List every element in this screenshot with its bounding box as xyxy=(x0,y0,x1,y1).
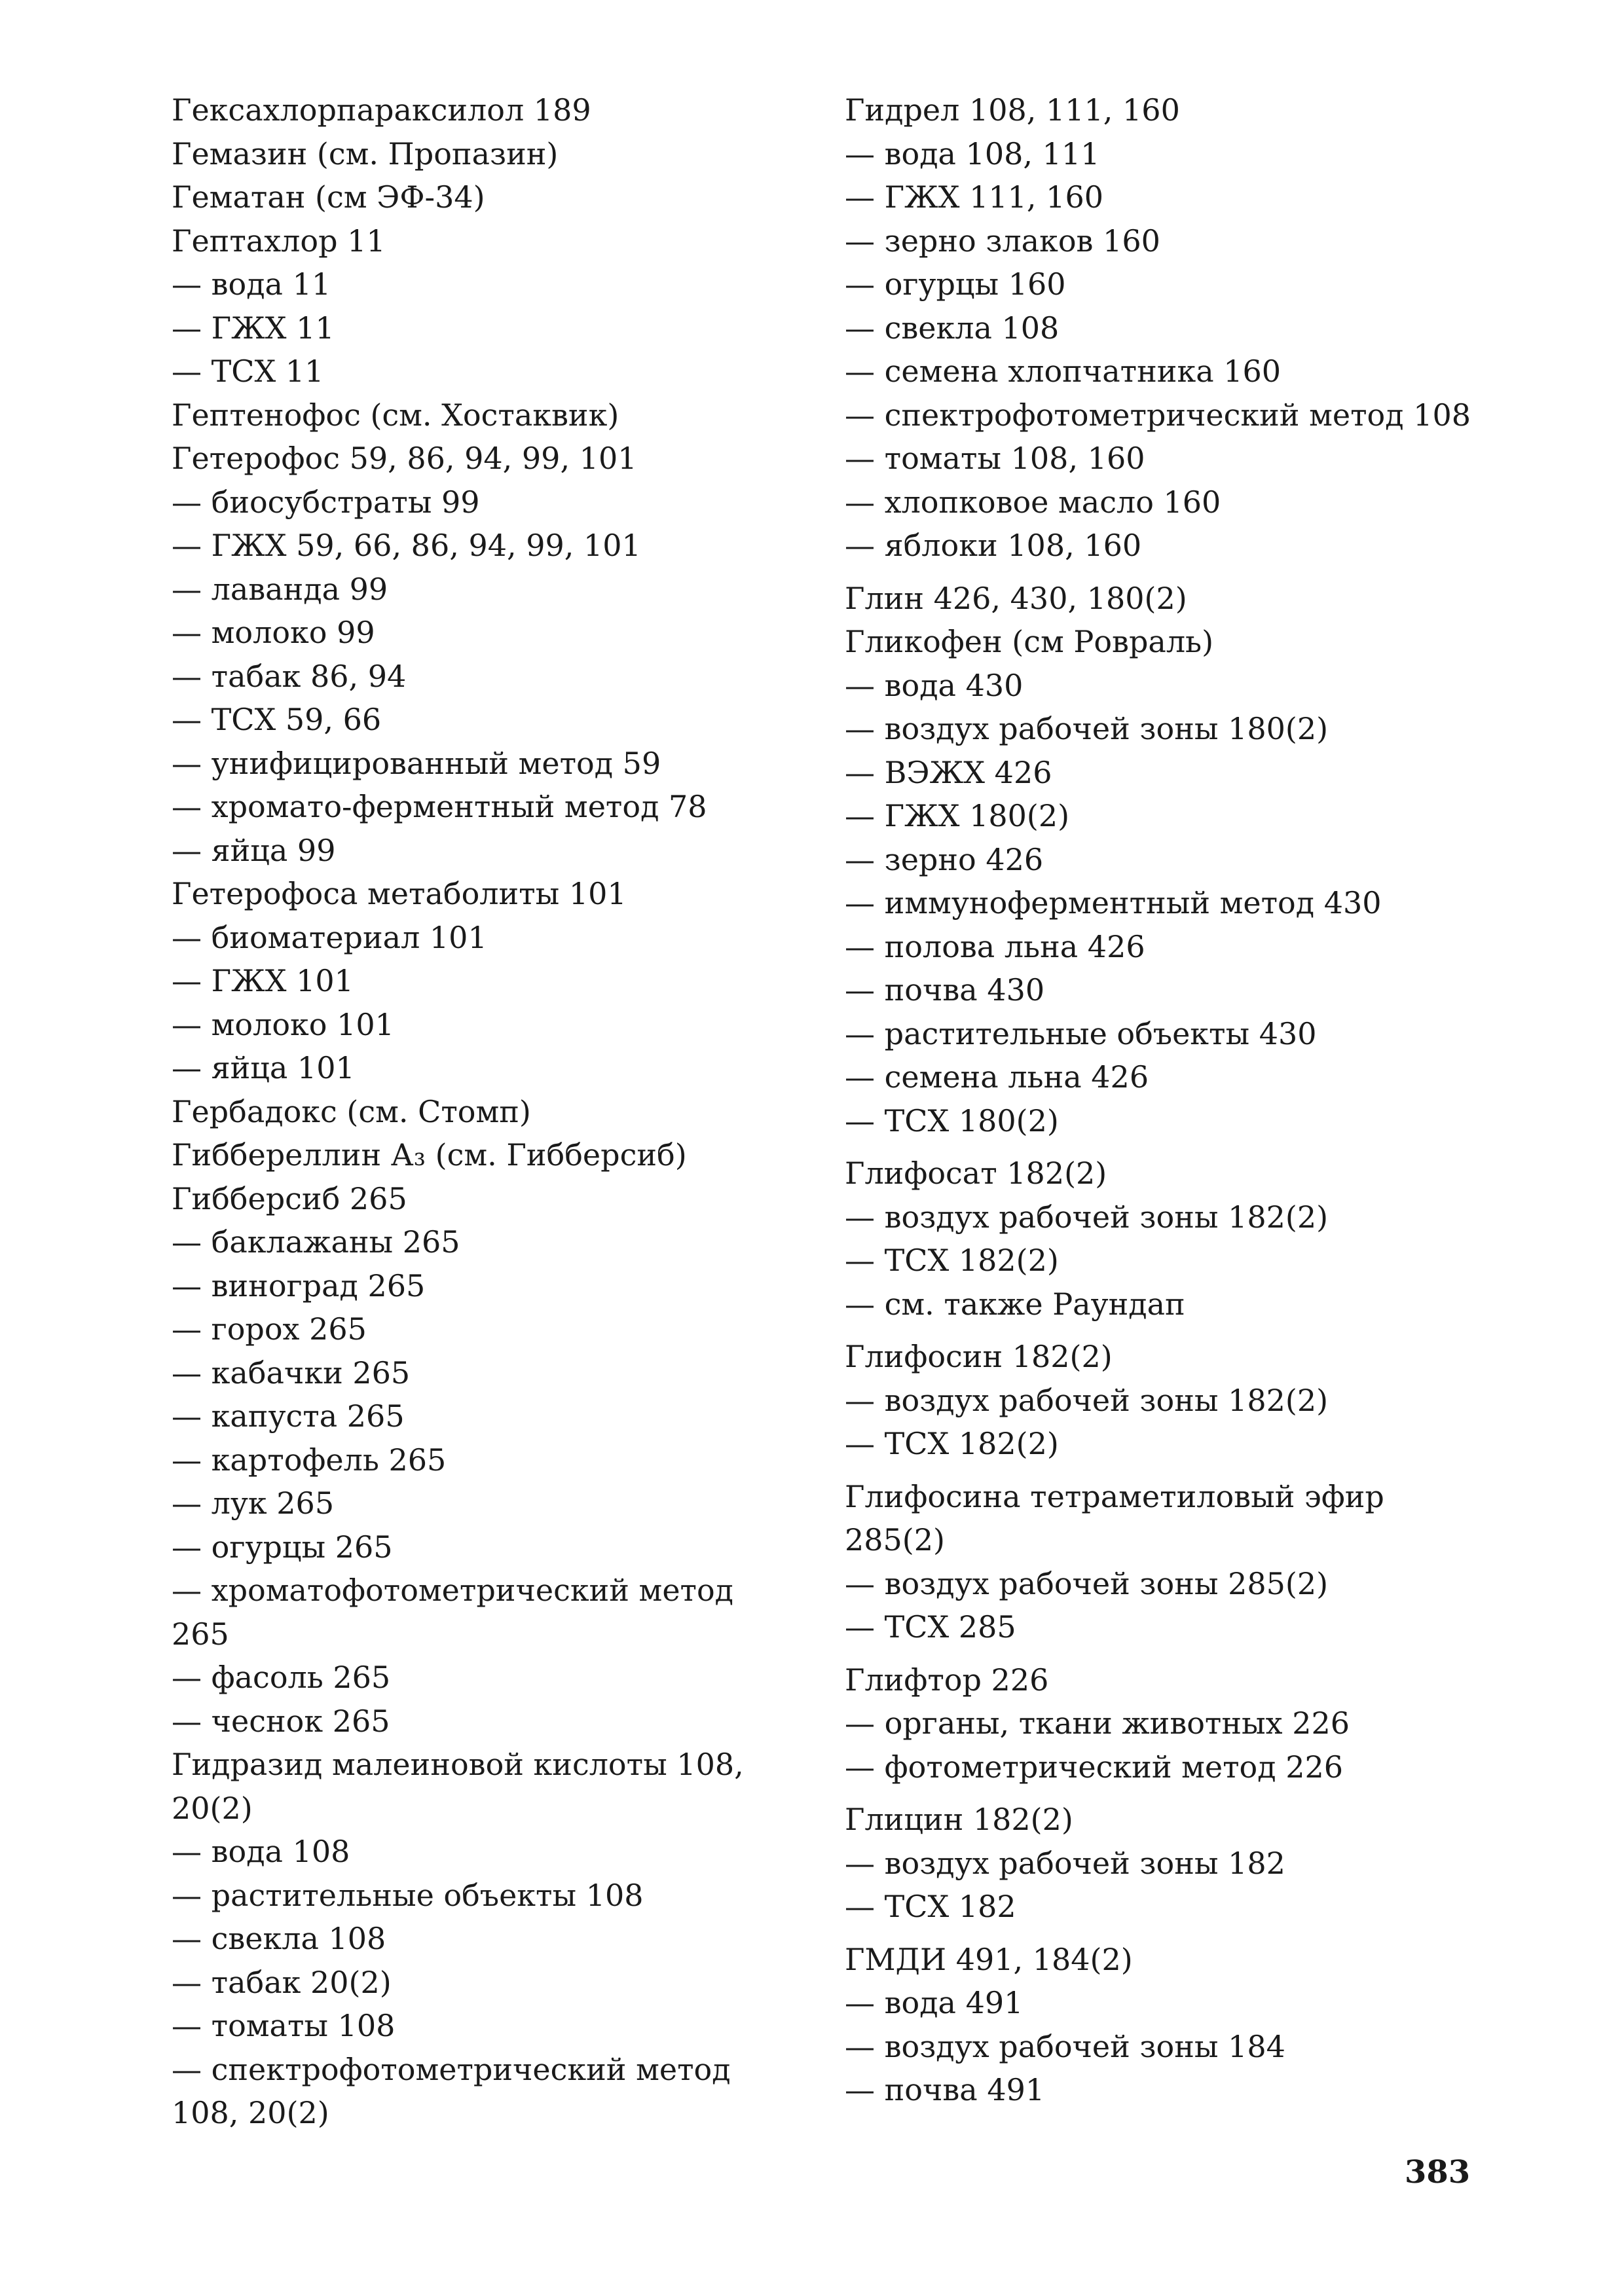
index-entry: Гептенофос (см. Хостаквик) xyxy=(172,397,619,433)
index-subentry: — унифицированный метод 59 xyxy=(172,745,661,781)
index-subentry: — почва 491 xyxy=(845,2072,1045,2107)
index-subentry: — биоматериал 101 xyxy=(172,919,487,955)
index-entry: Гетерофос 59, 86, 94, 99, 101 xyxy=(172,441,637,476)
index-subentry: — виноград 265 xyxy=(172,1267,426,1303)
index-subentry: — баклажаны 265 xyxy=(172,1224,460,1260)
index-subentry: — ТСХ 182 xyxy=(845,1889,1016,1924)
page-number: 383 xyxy=(1405,2154,1471,2191)
index-subentry: — ТСХ 285 xyxy=(845,1609,1016,1645)
index-subentry: — вода 108, 111 xyxy=(845,136,1100,172)
index-subentry: — воздух рабочей зоны 182(2) xyxy=(845,1199,1329,1235)
right-index-column xyxy=(845,88,1471,2112)
index-subentry: — растительные объекты 430 xyxy=(845,1015,1317,1051)
index-subentry: — семена хлопчатника 160 xyxy=(845,354,1282,389)
index-subentry: — томаты 108, 160 xyxy=(845,441,1145,476)
index-subentry: — табак 20(2) xyxy=(172,1964,392,2000)
index-subentry: — огурцы 160 xyxy=(845,266,1066,302)
index-subentry: — воздух рабочей зоны 182 xyxy=(845,1845,1285,1881)
index-subentry: — табак 86, 94 xyxy=(172,658,407,694)
index-subentry: — молоко 101 xyxy=(172,1006,394,1042)
index-subentry: — лук 265 xyxy=(172,1485,335,1521)
index-subentry: — яйца 101 xyxy=(172,1050,355,1085)
index-subentry: — молоко 99 xyxy=(172,615,375,650)
index-subentry: — вода 11 xyxy=(172,266,331,302)
index-subentry: — хлопковое масло 160 xyxy=(845,484,1221,520)
index-continuation: 285(2) xyxy=(845,1522,945,1558)
index-subentry: — воздух рабочей зоны 184 xyxy=(845,2028,1285,2064)
index-subentry: — зерно 426 xyxy=(845,841,1044,877)
index-subentry: — горох 265 xyxy=(172,1311,367,1347)
index-entry: Гидразид малеиновой кислоты 108, xyxy=(172,1747,744,1782)
index-subentry: — огурцы 265 xyxy=(172,1529,393,1565)
index-subentry: — спектрофотометрический метод xyxy=(172,2051,731,2087)
index-subentry: — ВЭЖХ 426 xyxy=(845,754,1052,790)
index-subentry: — яйца 99 xyxy=(172,832,336,868)
index-subentry: — воздух рабочей зоны 180(2) xyxy=(845,711,1329,746)
index-subentry: — биосубстраты 99 xyxy=(172,484,480,520)
index-subentry: — свекла 108 xyxy=(845,310,1060,346)
index-entry: Гептахлор 11 xyxy=(172,223,386,259)
index-entry: Глицин 182(2) xyxy=(845,1802,1073,1837)
index-entry: Гематан (см ЭФ-34) xyxy=(172,179,485,215)
index-subentry: — воздух рабочей зоны 182(2) xyxy=(845,1382,1329,1418)
index-entry: Глифтор 226 xyxy=(845,1662,1049,1698)
index-subentry: — ГЖХ 180(2) xyxy=(845,798,1070,833)
index-continuation: 265 xyxy=(172,1616,229,1652)
index-subentry: — ГЖХ 111, 160 xyxy=(845,179,1103,215)
index-subentry: — спектрофотометрический метод 108 xyxy=(845,397,1471,433)
index-subentry: — чеснок 265 xyxy=(172,1703,390,1739)
index-subentry: — ТСХ 180(2) xyxy=(845,1102,1059,1139)
index-subentry: — вода 108 xyxy=(172,1834,350,1869)
index-subentry: — фотометрический метод 226 xyxy=(845,1749,1343,1785)
index-entry: Гексахлорпараксилол 189 xyxy=(172,92,591,128)
index-subentry: — кабачки 265 xyxy=(172,1355,411,1391)
index-subentry: — хромато-ферментный метод 78 xyxy=(172,789,707,824)
index-subentry: — ГЖХ 59, 66, 86, 94, 99, 101 xyxy=(172,528,641,563)
index-subentry: — ГЖХ 11 xyxy=(172,310,335,346)
index-subentry: — почва 430 xyxy=(845,972,1045,1008)
index-entry: Глифосат 182(2) xyxy=(845,1156,1107,1191)
index-subentry: — картофель 265 xyxy=(172,1442,447,1478)
index-entry: Гемазин (см. Пропазин) xyxy=(172,136,559,172)
index-subentry: — зерно злаков 160 xyxy=(845,223,1160,259)
index-entry: Гликофен (см Ровраль) xyxy=(845,624,1214,659)
index-subentry: — воздух рабочей зоны 285(2) xyxy=(845,1565,1329,1601)
index-entry: ГМДИ 491, 184(2) xyxy=(845,1941,1133,1977)
index-continuation: 108, 20(2) xyxy=(172,2095,329,2130)
index-subentry: — яблоки 108, 160 xyxy=(845,528,1142,563)
index-entry: Гетерофоса метаболиты 101 xyxy=(172,876,627,911)
index-entry: Гербадокс (см. Стомп) xyxy=(172,1093,531,1129)
index-subentry: — хроматофотометрический метод xyxy=(172,1573,734,1608)
index-entry: Гиббереллин А₃ (см. Гибберсиб) xyxy=(172,1137,687,1173)
index-subentry: — фасоль 265 xyxy=(172,1660,391,1695)
index-subentry: — капуста 265 xyxy=(172,1398,405,1434)
index-subentry: — полова льна 426 xyxy=(845,928,1145,964)
index-subentry: — растительные объекты 108 xyxy=(172,1877,644,1913)
left-index-column xyxy=(172,88,794,2135)
index-entry: Гибберсиб 265 xyxy=(172,1180,407,1216)
index-subentry: — иммуноферментный метод 430 xyxy=(845,885,1382,920)
index-subentry: — вода 491 xyxy=(845,1985,1024,2020)
index-subentry: — ГЖХ 101 xyxy=(172,963,354,998)
index-entry: Глифосина тетраметиловый эфир xyxy=(845,1478,1384,1514)
index-subentry: — ТСХ 182(2) xyxy=(845,1243,1059,1278)
index-entry: Глин 426, 430, 180(2) xyxy=(845,580,1187,616)
index-subentry: — свекла 108 xyxy=(172,1921,386,1956)
index-subentry: — лаванда 99 xyxy=(172,571,388,607)
index-subentry: — органы, ткани животных 226 xyxy=(845,1705,1350,1741)
index-subentry: — томаты 108 xyxy=(172,2008,396,2043)
index-entry: Гидрел 108, 111, 160 xyxy=(845,92,1180,128)
index-subentry: — семена льна 426 xyxy=(845,1059,1149,1095)
index-subentry: — ТСХ 59, 66 xyxy=(172,702,382,737)
index-entry: Глифосин 182(2) xyxy=(845,1339,1113,1374)
index-subentry: — см. также Раундап xyxy=(845,1286,1185,1322)
index-continuation: 20(2) xyxy=(172,1790,253,1826)
index-subentry: — ТСХ 182(2) xyxy=(845,1426,1059,1461)
index-subentry: — ТСХ 11 xyxy=(172,354,324,389)
index-subentry: — вода 430 xyxy=(845,667,1024,703)
